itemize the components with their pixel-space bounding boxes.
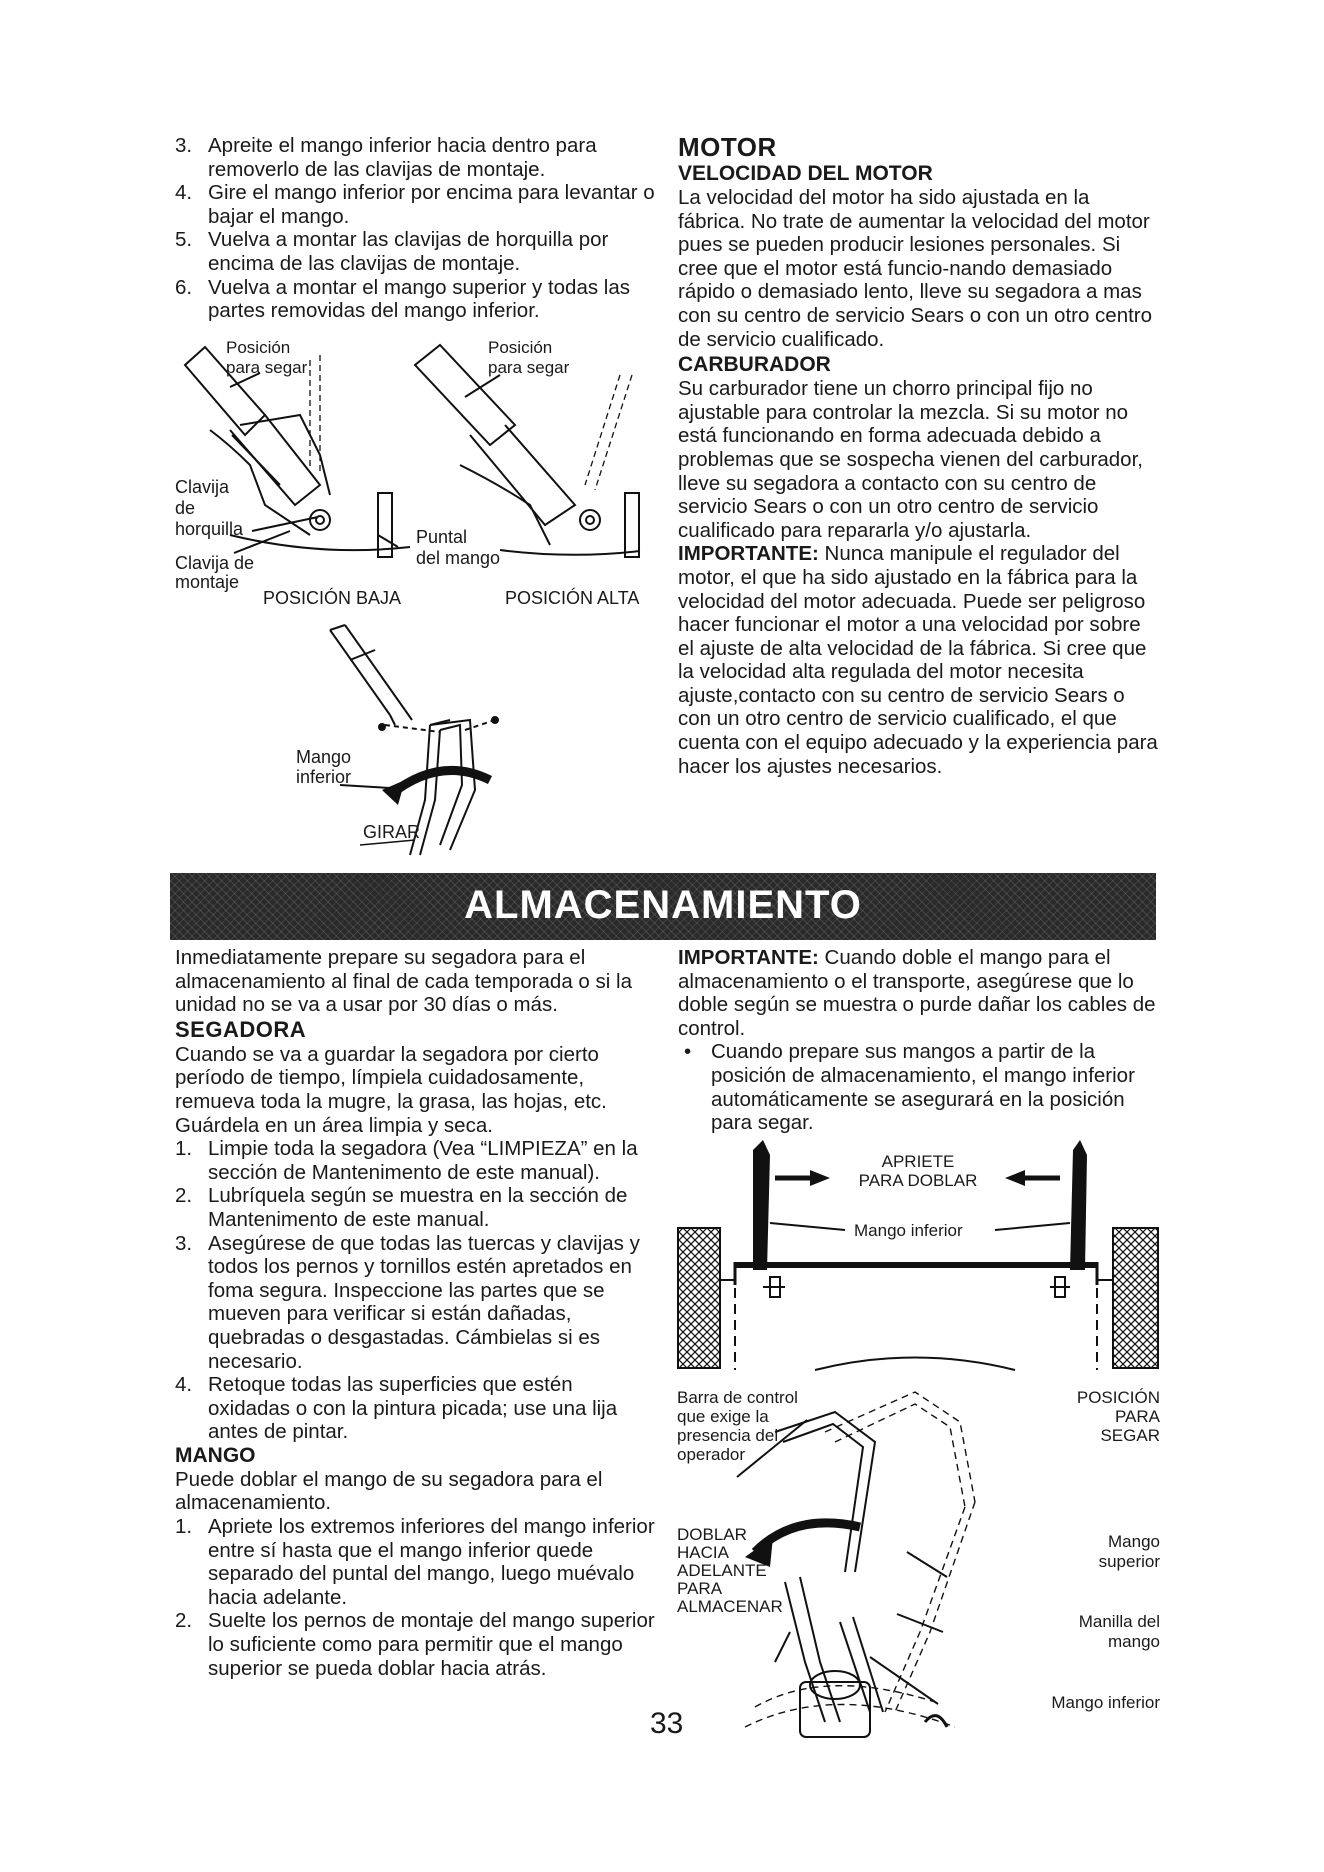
position-segar-label-1: Posición para segar [226,338,308,377]
storage-intro: Inmediatamente prepare su segadora para el almacenamiento al final de cada temporada o si la unidad no se va a usar por 30 días o más. [175,946,632,1017]
list-item: 2. Lubríquela según se muestra en la sección de Mantenimento de este manual. [175,1184,628,1231]
page-number: 33 [650,1707,684,1740]
handle-steps-list-2 [175,1515,655,1680]
carburetor-text: Su carburador tiene un chorro principal fijo no ajustable para controlar la mezcla. Si su motor no está funcionando en forma adecuada debido a problemas que se sospecha vienen del carburador, lleve su segadora a contacto con su centro de servicio Sears o con un otro centro de servicio cualificado para repararla y/o ajustarla. [678,377,1143,542]
list-item: 4. Retoque todas las superficies que estén oxidadas o con la pintura picada; use una lija antes de pintar. [175,1373,618,1444]
bullet-icon: • [684,1040,692,1064]
mowing-position-label: POSICIÓN PARA SEGAR [1076,1388,1160,1445]
handle-knob-label: Manilla del mango [1078,1612,1160,1651]
list-item: 5. Vuelva a montar las clavijas de horquilla por encima de las clavijas de montaje. [175,228,609,275]
rotate-label: GIRAR [363,822,421,842]
list-item: 6. Vuelva a montar el mango superior y todas las partes removidas del mango inferior. [175,275,630,323]
important-note-storage: IMPORTANTE: Cuando doble el mango para el almacenamiento o el transporte, asegúrese que lo doble según se muestra o purde dañar los cables de control. [678,946,1156,1040]
handle-heading: MANGO [175,1443,256,1467]
operator-presence-bar-label: Barra de control que exige la presencia del operador [677,1388,798,1464]
lower-handle-label-3: Mango inferior [1051,1693,1160,1712]
mower-text: Cuando se va a guardar la segadora por cierto período de tiempo, límpiela cuidadosamente, remueva toda la mugre, la grasa, las hojas, etc. Guárdela en un área limpia y seca. [175,1042,607,1137]
mower-heading: SEGADORA [175,1016,307,1042]
squeeze-handle-figure [675,1140,1165,1375]
list-item: 1. Limpie toda la segadora (Vea “LIMPIEZA” en la sección de Mantenimento de este manual). [175,1137,638,1184]
storage-bullet-list [684,1040,1158,1134]
important-label-2: IMPORTANTE: [678,946,819,969]
handle-position-figure [170,335,660,615]
fold-forward-label: DOBLAR HACIA ADELANTE PARA ALMACENAR [677,1525,783,1616]
hairpin-clip-label: Clavija de horquilla [175,477,244,539]
mounting-pin-label: Clavija de montaje [175,553,255,592]
list-item: • Cuando prepare sus mangos a partir de la posición de almacenamiento, el mango inferior automáticamente se asegurará en la posición para segar. [684,1040,1135,1135]
low-position-label: POSICIÓN BAJA [263,588,402,608]
motor-heading: MOTOR [678,132,777,162]
storage-right-column [678,946,1158,1135]
important-label: IMPORTANTE: [678,542,819,566]
engine-speed-text: La velocidad del motor ha sido ajustada en la fábrica. No trate de aumentar la velocidad del motor pues se pueden producir lesiones personales. Si cree que el motor está funcio-nando demasiado rápido o demasiado lento, lleve su segadora a mas con su centro de servicio Sears o con un otro centro de servicio cualificado. [678,186,1153,351]
lower-handle-label: Mango inferior [296,747,352,787]
mower-steps-list [175,1137,655,1444]
storage-banner-title: ALMACENAMIENTO [464,883,862,927]
storage-left-column [175,946,655,1680]
handle-text: Puede doblar el mango de su segadora para el almacenamiento. [175,1467,603,1515]
fold-forward-figure [675,1382,1165,1747]
list-item: 3. Apreite el mango inferior hacia dentro para removerlo de las clavijas de montaje. [175,134,597,181]
handle-steps-list [175,134,655,323]
engine-speed-heading: VELOCIDAD DEL MOTOR [678,162,933,185]
storage-banner [170,873,1156,940]
lower-handle-rotate-figure [290,620,530,865]
high-position-label: POSICIÓN ALTA [505,588,640,608]
upper-handle-label: Mango superior [1098,1532,1160,1571]
position-segar-label-2: Posición para segar [488,338,570,377]
handle-strut-label: Puntal del mango [416,527,501,568]
important-note-motor: IMPORTANTE: Nunca manipule el regulador del motor, el que ha sido ajustado en la fábrica para la velocidad del motor adecuada. Puede ser peligroso hacer funcionar el motor a una velocidad por sobre el ajuste de alta velocidad de la fábrica. Si cree que la velocidad alta regulada del motor necesita ajuste,contacto con su centro de servicio Sears o con un otro centro de servicio cualificado, el que cuenta con el equipo adecuado y la experiencia para hacer los ajustes necesarios. [678,542,1158,778]
lower-handle-label-2: Mango inferior [854,1221,963,1240]
list-item: 2. Suelte los pernos de montaje del mango superior lo suficiente como para permitir que el mango superior se pueda doblar hacia atrás. [175,1609,655,1680]
list-item: 3. Asegúrese de que todas las tuercas y clavijas y todos los pernos y tornillos estén apretados en foma segura. Inspeccione las partes que se mueven para verificar si están dañadas, quebradas o desgastadas. Cámbielas si es necesario. [175,1231,640,1373]
list-item: 4. Gire el mango inferior por encima para levantar o bajar el mango. [175,181,655,228]
squeeze-to-fold-label: APRIETE PARA DOBLAR [858,1152,978,1190]
list-item: 1. Apriete los extremos inferiores del mango inferior entre sí hasta que el mango inferior quede separado del puntal del mango, luego muévalo hacia adelante. [175,1515,655,1609]
motor-section [678,132,1158,778]
carburetor-heading: CARBURADOR [678,353,831,377]
